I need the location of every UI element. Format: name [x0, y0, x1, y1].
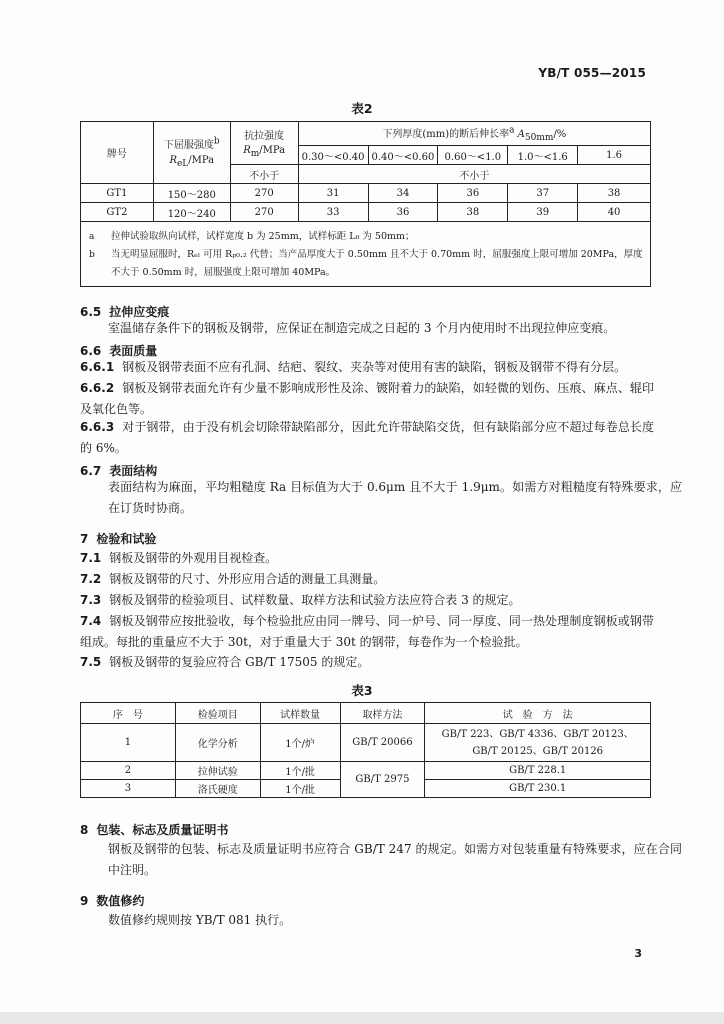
clause-number: 7.3: [80, 593, 102, 607]
page-number: 3: [634, 947, 642, 960]
clause-number: 7.5: [80, 655, 102, 669]
cell-elong: 36: [438, 184, 508, 203]
elong-symbol: A: [514, 128, 525, 140]
paragraph-6-5: 室温储存条件下的钢板及钢带，应保证在制造完成之日起的 3 个月内使用时不出现拉伸应变痕。: [108, 321, 616, 335]
paragraph-7-4: [80, 611, 654, 653]
elong-tail: /%: [553, 128, 567, 140]
cell-elong: 38: [438, 203, 508, 222]
footnote-a: [81, 228, 650, 246]
method-line: GB/T 20125、GB/T 20126: [472, 745, 604, 757]
footnote-a-mark: a: [89, 232, 95, 242]
header-sampling: 取样方法: [340, 703, 425, 724]
clause-number: 7.1: [80, 551, 102, 565]
tensile-unit: R: [243, 145, 251, 156]
cell-elong: 39: [508, 203, 578, 222]
header-seq: 序 号: [81, 703, 176, 724]
clause-text: 钢板及钢带表面不应有孔洞、结疤、裂纹、夹杂等对使用有害的缺陷，钢板及钢带不得有分层。: [122, 360, 627, 374]
heading-text: 包装、标志及质量证明书: [96, 823, 229, 837]
standard-code: YB/T 055—2015: [538, 66, 646, 80]
tensile-unit-sub: m: [250, 149, 260, 159]
paragraph-7-5: [80, 652, 654, 673]
heading-9: [80, 892, 144, 909]
footnote-a-text: 拉伸试验取纵向试样，试样宽度 b 为 25mm，试样标距 L₀ 为 50mm；: [111, 231, 415, 242]
cell-elong: 37: [508, 184, 578, 203]
paragraph-7-2: [80, 569, 654, 590]
cell-sampling: GB/T 20066: [340, 724, 425, 762]
clause-number: 6.6.3: [80, 420, 115, 434]
cell-yield: 150～280: [153, 184, 230, 203]
clause-number: 6.6.1: [80, 360, 115, 374]
table2: [80, 121, 651, 287]
table2-notes: [81, 222, 651, 287]
table-row: [81, 762, 651, 780]
heading-7: [80, 530, 156, 547]
clause-text: 钢板及钢带表面允许有少量不影响成形性及涂、镀附着力的缺陷，如轻微的划伤、压痕、麻点、辊印及氧化色等。: [80, 381, 654, 416]
cell-sampling: GB/T 2975: [340, 762, 425, 798]
heading-number: 9: [80, 894, 89, 908]
cell-tensile: 270: [230, 184, 298, 203]
thickness-range: 0.60～<1.0: [438, 146, 508, 165]
cell-seq: 1: [81, 724, 176, 762]
paragraph-7-1: [80, 548, 654, 569]
cell-qty: 1个/炉: [260, 724, 340, 762]
cell-method: GB/T 230.1: [425, 780, 651, 798]
paragraph-6-6-2: [80, 378, 654, 420]
table2-title: 表2: [351, 101, 373, 116]
heading-number: 8: [80, 823, 89, 837]
table3: [80, 702, 651, 798]
yield-footnote-mark: b: [213, 136, 220, 147]
elong-symbol-sub: 50mm: [524, 132, 554, 143]
heading-text: 表面结构: [109, 464, 158, 478]
table3-title: 表3: [351, 683, 373, 698]
header-item: 检验项目: [175, 703, 260, 724]
heading-number: 6.5: [80, 305, 102, 319]
yield-unit-tail: /MPa: [188, 155, 215, 166]
heading-text: 检验和试验: [96, 532, 157, 546]
footnote-b-mark: b: [89, 250, 95, 260]
heading-text: 拉伸应变痕: [109, 305, 170, 319]
clause-text: 钢板及钢带应按批验收，每个检验批应由同一牌号、同一炉号、同一厚度、同一热处理制度钢板或钢带组成。每批的重量应不大于 30t，对于重量大于 30t 的钢带，每卷作为一个检验批。: [80, 614, 654, 649]
elong-label: 下列厚度(mm)的断后伸长率: [382, 128, 510, 140]
paragraph-6-6-3: [80, 417, 654, 459]
cell-seq: 3: [81, 780, 176, 798]
cell-yield: 120～240: [153, 203, 230, 222]
scan-footer-bar: [0, 1012, 724, 1024]
thickness-range: 1.0～<1.6: [508, 146, 578, 165]
paragraph-6-6-1: [80, 357, 654, 378]
cell-method: [425, 724, 651, 762]
cell-tensile: 270: [230, 203, 298, 222]
clause-text: 钢板及钢带的复验应符合 GB/T 17505 的规定。: [109, 655, 370, 669]
clause-number: 7.4: [80, 614, 102, 628]
yield-label: 下屈服强度: [163, 140, 214, 151]
header-elongation: [298, 122, 650, 146]
method-line: GB/T 223、GB/T 4336、GB/T 20123、: [441, 728, 634, 740]
clause-number: 7.2: [80, 572, 102, 586]
cell-item: 化学分析: [175, 724, 260, 762]
elong-not-less: 不小于: [298, 165, 650, 184]
thickness-range: 1.6: [578, 146, 651, 165]
table-row: [81, 203, 651, 222]
clause-text: 钢板及钢带的检验项目、试样数量、取样方法和试验方法应符合表 3 的规定。: [109, 593, 521, 607]
yield-unit-sub: eL: [176, 159, 189, 169]
elong-footnote-mark: a: [509, 125, 515, 136]
cell-elong: 33: [298, 203, 368, 222]
footnote-b: [81, 246, 650, 282]
cell-method: GB/T 228.1: [425, 762, 651, 780]
clause-text: 钢板及钢带的外观用目视检查。: [109, 551, 278, 565]
paragraph-8: 钢板及钢带的包装、标志及质量证明书应符合 GB/T 247 的规定。如需方对包装重量有特殊要求，应在合同中注明。: [108, 842, 682, 877]
cell-item: 洛氏硬度: [175, 780, 260, 798]
cell-qty: 1个/批: [260, 780, 340, 798]
header-grade: 牌号: [81, 122, 154, 184]
cell-elong: 31: [298, 184, 368, 203]
header-tensile: [230, 122, 298, 165]
clause-text: 对于钢带，由于没有机会切除带缺陷部分，因此允许带缺陷交货，但有缺陷部分应不超过每卷总长度的 6%。: [80, 420, 654, 455]
header-yield: [153, 122, 230, 184]
thickness-range: 0.30～<0.40: [298, 146, 368, 165]
header-method: 试 验 方 法: [425, 703, 651, 724]
heading-number: 6.6: [80, 344, 102, 358]
cell-elong: 38: [578, 184, 651, 203]
paragraph-9: 数值修约规则按 YB/T 081 执行。: [108, 913, 292, 927]
header-qty: 试样数量: [260, 703, 340, 724]
heading-number: 6.7: [80, 464, 102, 478]
tensile-label: 抗拉强度: [244, 131, 285, 142]
cell-elong: 34: [368, 184, 438, 203]
table-row: [81, 724, 651, 762]
tensile-not-less: 不小于: [230, 165, 298, 184]
cell-item: 拉伸试验: [175, 762, 260, 780]
cell-grade: GT2: [81, 203, 154, 222]
cell-elong: 40: [578, 203, 651, 222]
heading-text: 数值修约: [96, 894, 145, 908]
clause-number: 6.6.2: [80, 381, 115, 395]
heading-8: [80, 821, 228, 838]
heading-number: 7: [80, 532, 89, 546]
paragraph-7-3: [80, 590, 654, 611]
cell-grade: GT1: [81, 184, 154, 203]
thickness-range: 0.40～<0.60: [368, 146, 438, 165]
yield-unit: R: [169, 155, 177, 166]
paragraph-6-7: 表面结构为麻面，平均粗糙度 Ra 目标值为大于 0.6μm 且不大于 1.9μm。如需方对粗糙度有特殊要求，应在订货时协商。: [108, 480, 682, 515]
footnote-b-text: 当无明显屈服时，Rₑₗ 可用 Rₚ₀.₂ 代替；当产品厚度大于 0.50mm 且不大于 0.70mm 时，屈服强度上限可增加 20MPa，厚度不大于 0.50mm 时，屈服强度上限可增加 40MPa。: [111, 249, 643, 278]
cell-seq: 2: [81, 762, 176, 780]
table-row: [81, 184, 651, 203]
heading-text: 表面质量: [109, 344, 158, 358]
clause-text: 钢板及钢带的尺寸、外形应用合适的测量工具测量。: [109, 572, 386, 586]
cell-elong: 36: [368, 203, 438, 222]
tensile-unit-tail: /MPa: [259, 145, 286, 156]
cell-qty: 1个/批: [260, 762, 340, 780]
